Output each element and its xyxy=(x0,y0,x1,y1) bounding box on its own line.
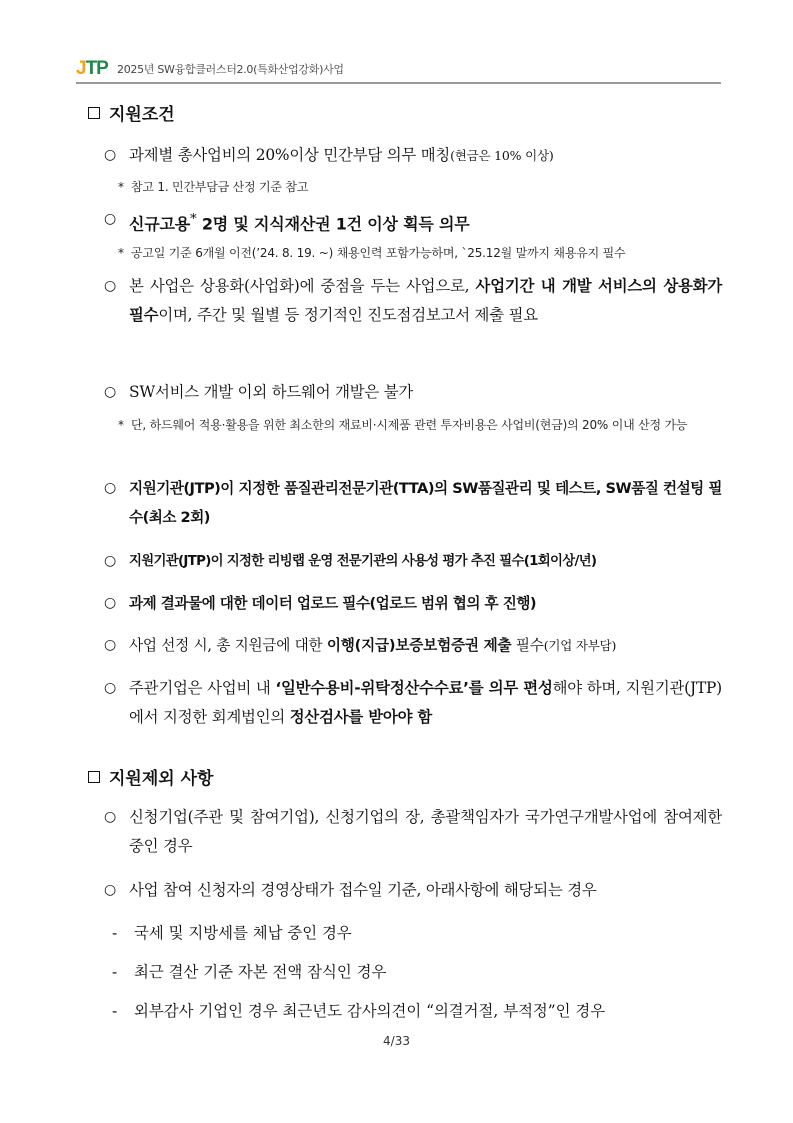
circle-bullet-icon: ○ xyxy=(104,680,117,696)
text-run: 지원기관(JTP)이 지정한 리빙랩 운영 전문기관의 사용성 평가 추진 필수(1회이상/년) xyxy=(129,554,597,569)
jtp-logo: JTP xyxy=(76,58,108,79)
page-number: 4/33 xyxy=(383,1034,410,1048)
circle-bullet-icon: ○ xyxy=(104,147,117,163)
condition-item xyxy=(104,474,722,532)
text-run: 2명 및 지식재산권 1건 이상 획득 의무 xyxy=(196,214,470,234)
section-heading-exclusions: 지원제외 사항 xyxy=(88,764,213,789)
text-run: 사업 참여 신청자의 경영상태가 접수일 기준, 아래사항에 해당되는 경우 xyxy=(129,881,597,899)
text-run: 과제 결과물에 대한 데이터 업로드 필수(업로드 범위 협의 후 진행) xyxy=(129,595,537,612)
text-run: 과제별 총사업비의 20%이상 민간부담 의무 매칭 xyxy=(129,146,451,164)
text-run: 지원기관(JTP)이 지정한 품질관리전문기관(TTA)의 SW품질관리 및 테스트, SW품질 컨설팅 필수(최소 2회) xyxy=(129,480,722,526)
condition-note: * 공고일 기준 6개월 이전(’24. 8. 19. ~) 채용인력 포함가능하며, `25.12월 말까지 채용유지 필수 xyxy=(118,246,626,260)
circle-bullet-icon: ○ xyxy=(104,211,117,227)
exclusion-item xyxy=(104,803,722,861)
circle-bullet-icon: ○ xyxy=(104,278,117,294)
exclusion-subitem: - 외부감사 기업인 경우 최근년도 감사의견이 “의결거절, 부적정”인 경우 xyxy=(112,1002,606,1020)
square-bullet-icon xyxy=(88,107,100,119)
condition-item xyxy=(104,205,722,238)
header-divider xyxy=(76,82,721,84)
section-heading-support-conditions: 지원조건 xyxy=(88,100,175,125)
condition-note: * 참고 1. 민간부담금 산정 기준 참고 xyxy=(118,180,309,194)
text-run: 해야 하며, 지원기관(JTP)에서 지정한 회계법인의 xyxy=(129,679,722,726)
circle-bullet-icon: ○ xyxy=(104,480,116,496)
condition-item xyxy=(104,674,722,732)
text-run: 이며, 주간 및 월별 등 정기적인 진도점검보고서 제출 필요 xyxy=(158,306,538,324)
condition-item xyxy=(104,631,722,660)
circle-bullet-icon: ○ xyxy=(104,384,117,400)
condition-item xyxy=(104,378,722,407)
text-run: (현금은 10% 이상) xyxy=(450,148,554,163)
square-bullet-icon xyxy=(88,771,100,783)
text-run: 신규고용 xyxy=(129,214,191,234)
condition-note: * 단, 하드웨어 적용·활용을 위한 최소한의 재료비·시제품 관련 투자비용은 사업비(현금)의 20% 이내 산정 가능 xyxy=(118,418,688,432)
text-run: (기업 자부담) xyxy=(543,638,617,653)
circle-bullet-icon: ○ xyxy=(104,595,116,611)
text-run: * xyxy=(190,212,197,227)
text-run: ‘일반수용비-위탁정산수수료’를 의무 편성 xyxy=(275,679,553,697)
exclusion-subitem: - 최근 결산 기준 자본 전액 잠식인 경우 xyxy=(112,963,387,981)
text-run: 정산검사를 받아야 함 xyxy=(289,708,433,726)
text-run: 필수 xyxy=(511,637,544,654)
circle-bullet-icon: ○ xyxy=(104,553,116,569)
condition-item xyxy=(104,589,722,618)
exclusion-subitem: - 국세 및 지방세를 체납 중인 경우 xyxy=(112,924,352,942)
condition-item xyxy=(104,141,722,170)
header-title: 2025년 SW융합클러스터2.0(특화산업강화)사업 xyxy=(117,63,344,76)
text-run: 이행(지급)보증보험증권 제출 xyxy=(326,637,512,654)
text-run: 사업기간 내 개발 서비스의 상용화가 필수 xyxy=(129,277,722,324)
text-run: SW서비스 개발 이외 하드웨어 개발은 불가 xyxy=(129,383,414,401)
circle-bullet-icon: ○ xyxy=(104,809,117,825)
page-header xyxy=(76,58,720,82)
condition-item xyxy=(104,547,722,576)
text-run: 사업 선정 시, 총 지원금에 대한 xyxy=(129,637,327,654)
circle-bullet-icon: ○ xyxy=(104,637,117,653)
exclusion-item xyxy=(104,876,722,905)
text-run: 신청기업(주관 및 참여기업), 신청기업의 장, 총괄책임자가 국가연구개발사업에 참여제한 중인 경우 xyxy=(129,808,722,855)
text-run: 주관기업은 사업비 내 xyxy=(129,679,276,697)
condition-item xyxy=(104,272,722,330)
circle-bullet-icon: ○ xyxy=(104,882,117,898)
text-run: 본 사업은 상용화(사업화)에 중점을 두는 사업으로, xyxy=(129,277,476,295)
